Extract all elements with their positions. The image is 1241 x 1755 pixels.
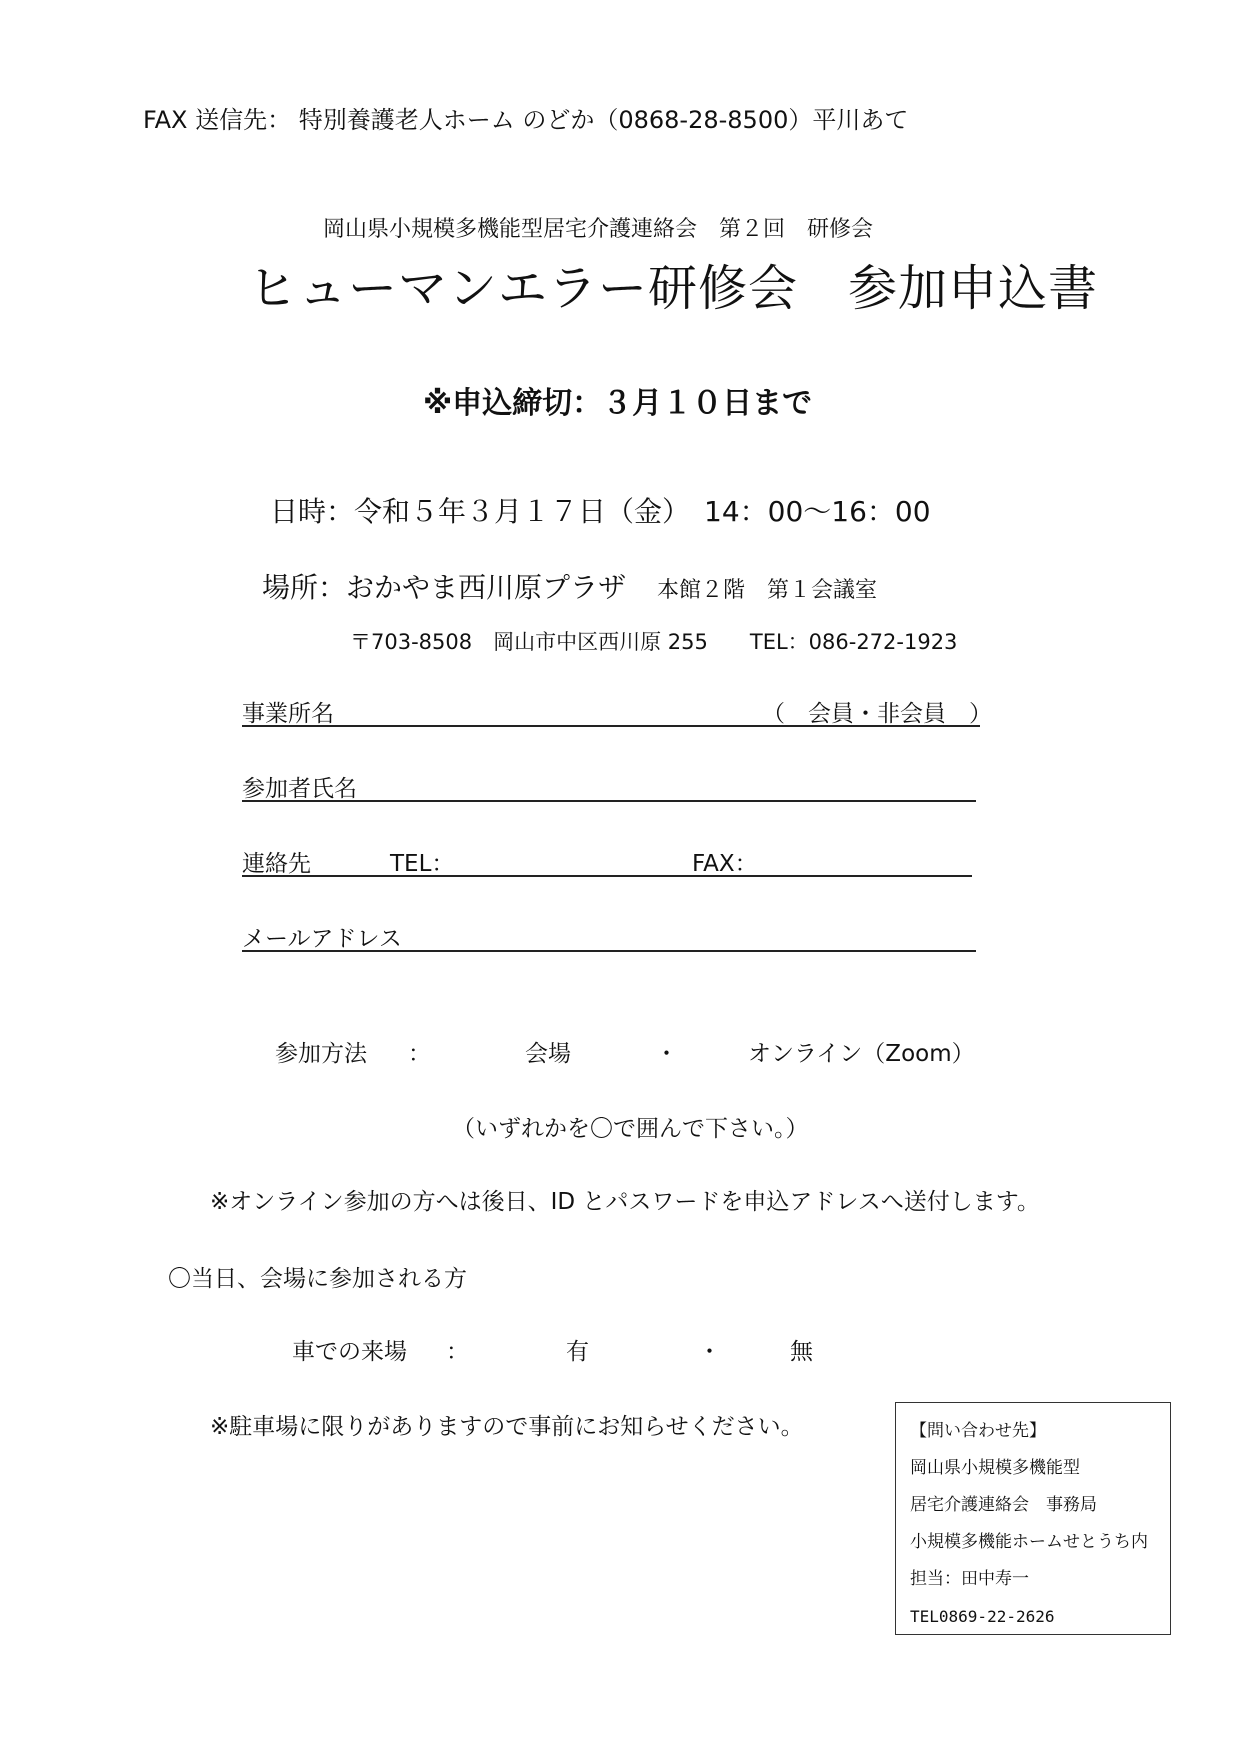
membership-options[interactable]: （ 会員・非会員 ） bbox=[762, 701, 992, 727]
event-address: 〒703-8508 岡山市中区西川原 255 TEL：086-272-1923 bbox=[350, 630, 958, 654]
car-arrival-label: 車での来場 bbox=[292, 1339, 407, 1365]
participant-name-label: 参加者氏名 bbox=[242, 776, 357, 802]
event-datetime: 日時：令和５年３月１７日（金） 14：00～16：00 bbox=[270, 495, 931, 528]
office-name-label: 事業所名 bbox=[242, 701, 334, 727]
contact-org-line2: 居宅介護連絡会 事務局 bbox=[910, 1495, 1097, 1515]
participation-method-colon: ： bbox=[408, 1041, 431, 1067]
venue-option[interactable]: 会場 bbox=[525, 1041, 571, 1067]
contact-phone: TEL0869-22-2626 bbox=[910, 1607, 1055, 1626]
email-field[interactable] bbox=[242, 920, 976, 952]
onsite-heading: 〇当日、会場に参加される方 bbox=[168, 1266, 467, 1292]
car-arrival-colon: ： bbox=[446, 1339, 469, 1365]
online-option[interactable]: オンライン（Zoom） bbox=[748, 1041, 975, 1067]
contact-info-box bbox=[895, 1402, 1171, 1635]
event-place-main: 場所：おかやま西川原プラザ bbox=[262, 571, 627, 604]
office-name-field[interactable] bbox=[242, 695, 992, 727]
fax-label: FAX： bbox=[692, 851, 758, 877]
page-title: ヒューマンエラー研修会 参加申込書 bbox=[248, 260, 1099, 317]
contact-field[interactable] bbox=[242, 845, 972, 877]
organizer-line: 岡山県小規模多機能型居宅介護連絡会 第２回 研修会 bbox=[323, 217, 874, 242]
tel-label: TEL： bbox=[390, 851, 455, 877]
car-no-option[interactable]: 無 bbox=[790, 1339, 813, 1365]
contact-heading: 【問い合わせ先】 bbox=[910, 1421, 1046, 1441]
car-separator: ・ bbox=[698, 1339, 721, 1365]
event-place-sub bbox=[635, 578, 877, 603]
contact-org-line1: 岡山県小規模多機能型 bbox=[910, 1458, 1080, 1478]
participant-name-field[interactable] bbox=[242, 770, 976, 802]
event-place bbox=[262, 566, 877, 606]
car-yes-option[interactable]: 有 bbox=[566, 1339, 589, 1365]
deadline-notice: ※申込締切：３月１０日まで bbox=[423, 386, 813, 421]
contact-person: 担当：田中寿一 bbox=[910, 1569, 1029, 1589]
parking-note: ※駐車場に限りがありますので事前にお知らせください。 bbox=[210, 1414, 804, 1440]
participation-method-label: 参加方法 bbox=[275, 1041, 367, 1067]
contact-label: 連絡先 bbox=[242, 851, 311, 877]
email-label: メールアドレス bbox=[242, 926, 402, 952]
contact-org-line3: 小規模多機能ホームせとうち内 bbox=[910, 1532, 1148, 1552]
circle-instruction: （いずれかを〇で囲んで下さい。） bbox=[452, 1116, 809, 1142]
event-place-room: 本館２階 第１会議室 bbox=[656, 578, 877, 603]
fax-destination: FAX 送信先： 特別養護老人ホーム のどか（0868-28-8500）平川あて bbox=[143, 106, 909, 134]
method-separator: ・ bbox=[655, 1041, 678, 1067]
online-note: ※オンライン参加の方へは後日、ID とパスワードを申込アドレスへ送付します。 bbox=[210, 1189, 1040, 1215]
